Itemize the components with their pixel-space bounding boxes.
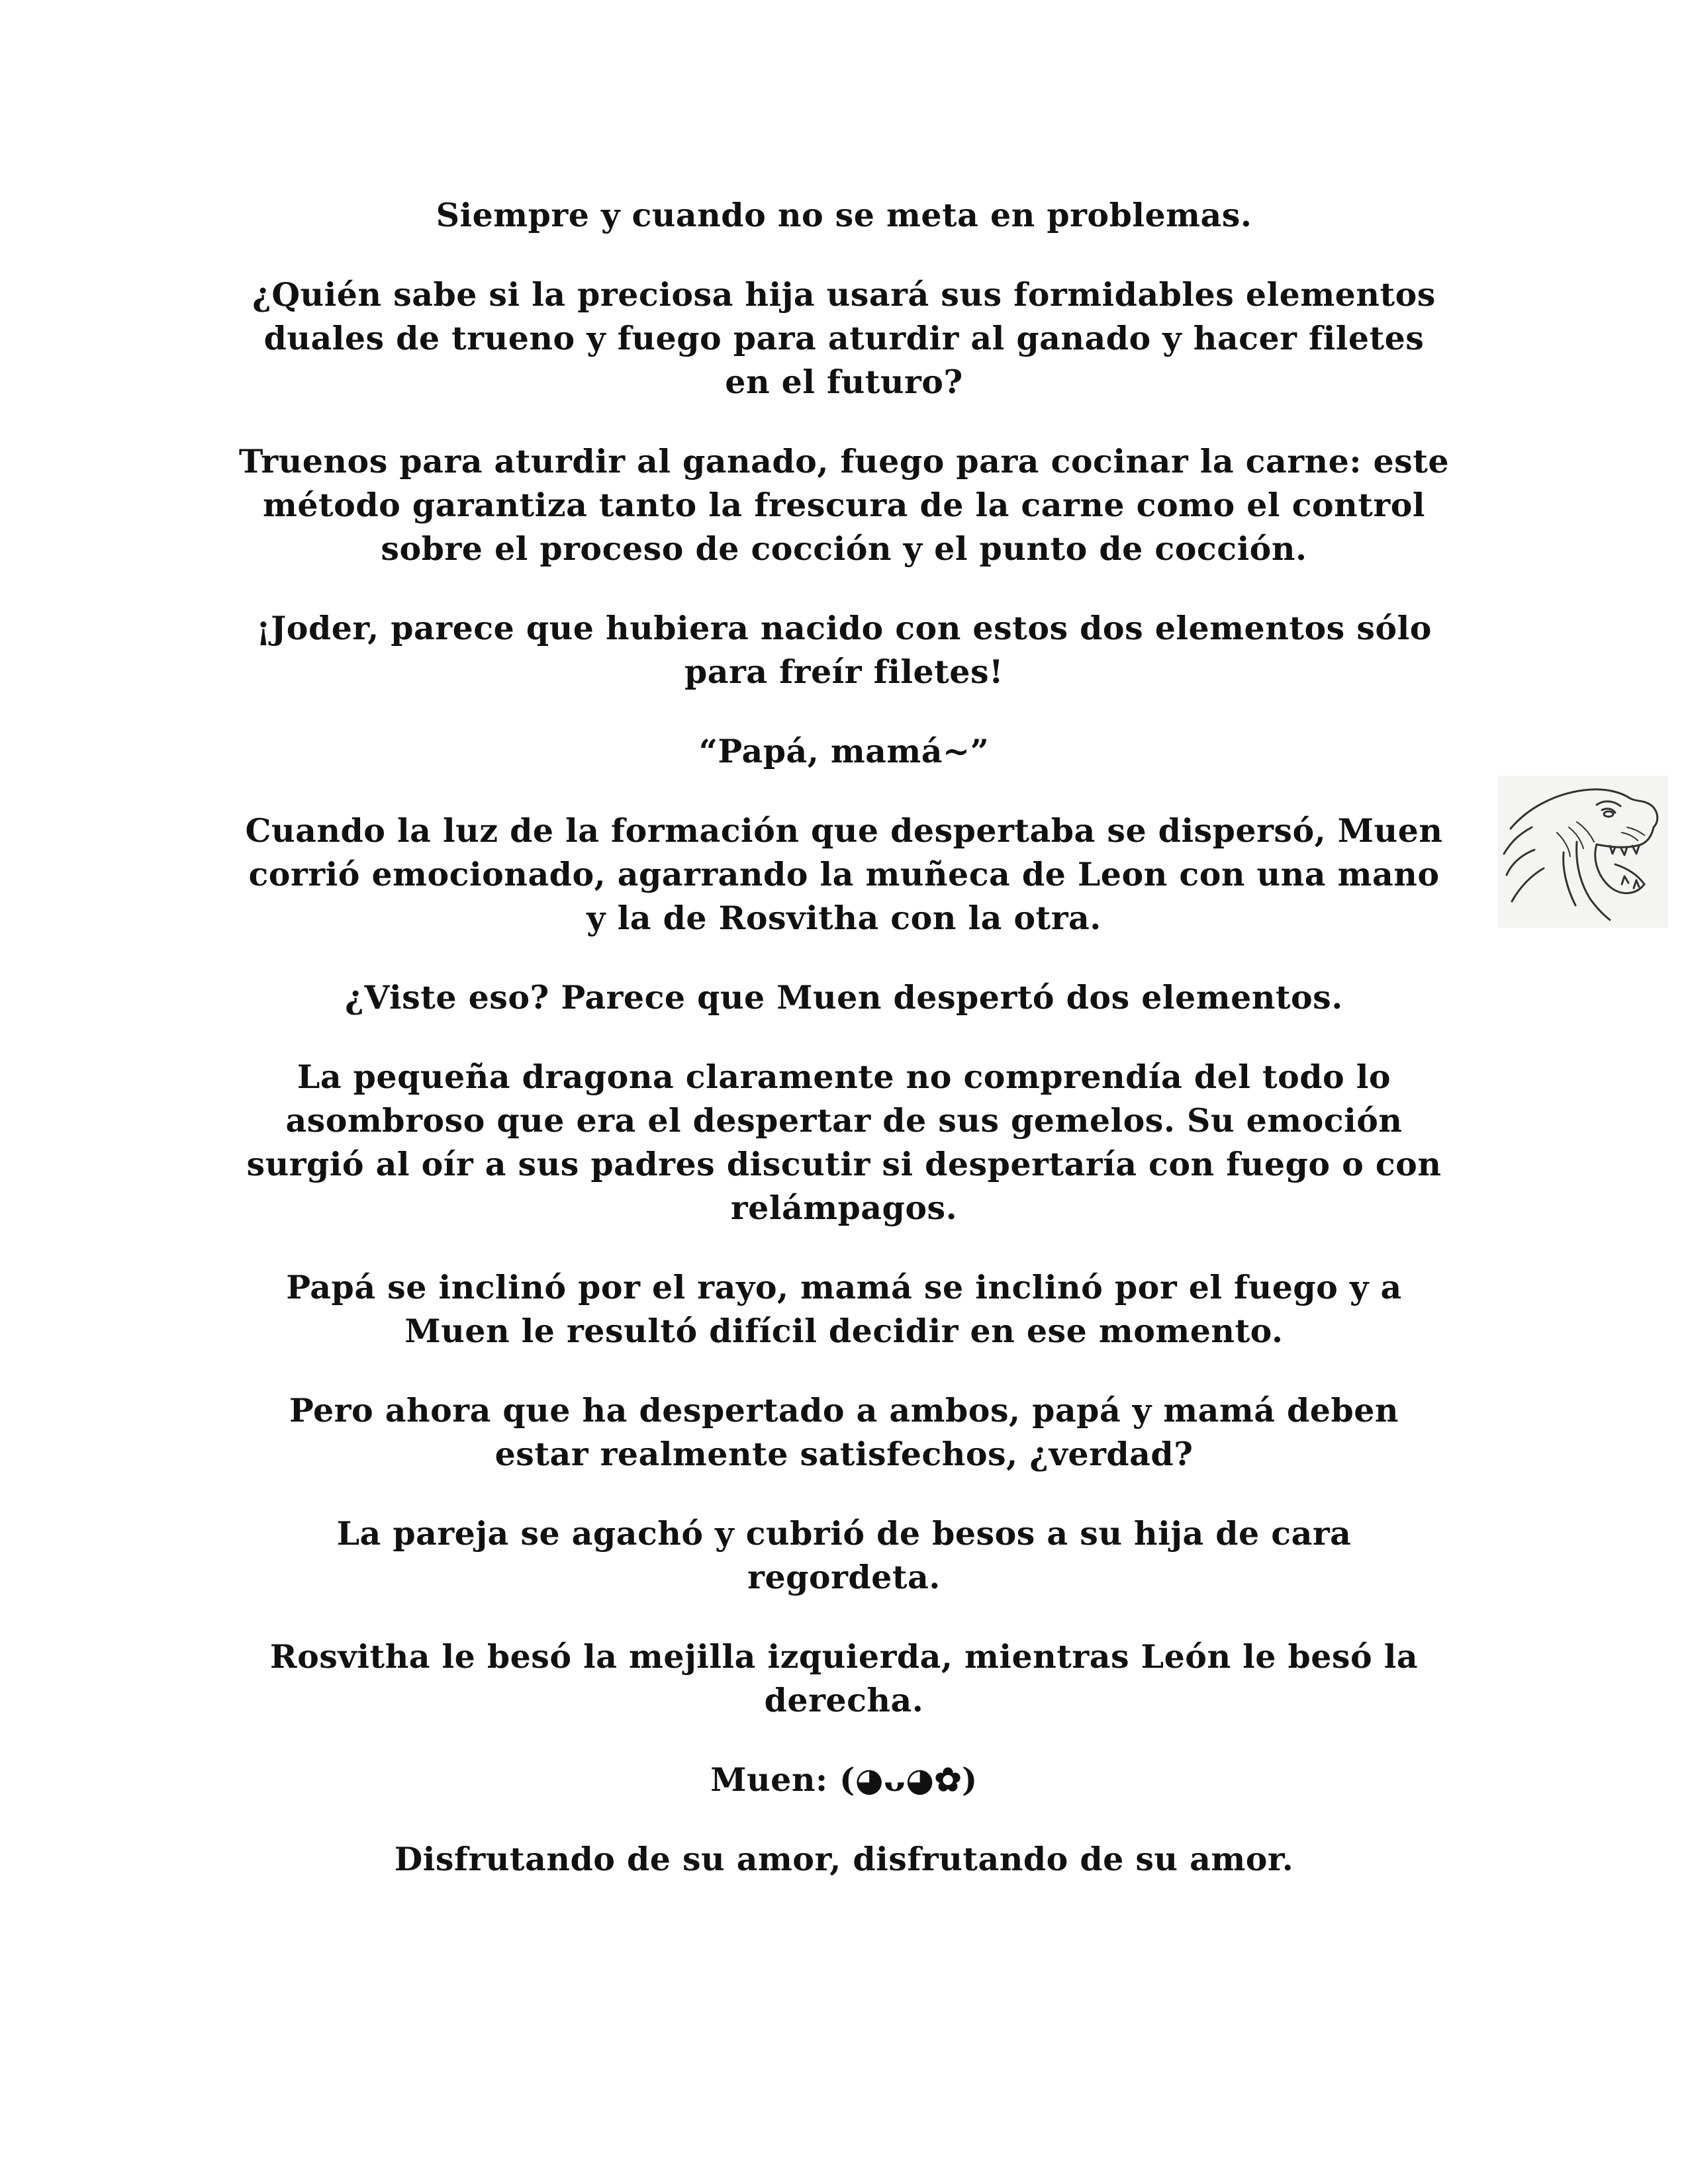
paragraph-13: Muen: (◕ᴗ◕✿) [710, 1760, 978, 1799]
paragraph-6: Cuando la luz de la formación que despertaba se dispersó, Muen corrió emocionado, agarrando la muñeca de Leon con una mano y la de Rosvitha con la otra. [245, 811, 1443, 937]
paragraph-7: ¿Viste eso? Parece que Muen despertó dos elementos. [345, 978, 1343, 1017]
story-text [238, 193, 1450, 1917]
paragraph-2: ¿Quién sabe si la preciosa hija usará sus formidables elementos duales de trueno y fuego para aturdir al ganado y hacer filetes en el futuro? [252, 275, 1436, 401]
paragraph-11: La pareja se agachó y cubrió de besos a su hija de cara regordeta. [336, 1514, 1352, 1596]
paragraph-4: ¡Joder, parece que hubiera nacido con estos dos elementos sólo para freír filetes! [256, 609, 1432, 691]
paragraph-8: La pequeña dragona claramente no comprendía del todo lo asombroso que era el despertar de sus gemelos. Su emoción surgió al oír a sus padres discutir si despertaría con fuego o con relámpagos. [246, 1058, 1442, 1227]
paragraph-14: Disfrutando de su amor, disfrutando de su amor. [394, 1840, 1294, 1878]
dinosaur-sketch-icon [1497, 776, 1668, 928]
paragraph-12: Rosvitha le besó la mejilla izquierda, mientras León le besó la derecha. [269, 1637, 1419, 1719]
paragraph-5: “Papá, mamá~” [698, 732, 990, 770]
paragraph-1: Siempre y cuando no se meta en problemas. [436, 196, 1252, 234]
paragraph-10: Pero ahora que ha despertado a ambos, papá y mamá deben estar realmente satisfechos, ¿verdad? [289, 1391, 1399, 1473]
paragraph-3: Truenos para aturdir al ganado, fuego para cocinar la carne: este método garantiza tanto la frescura de la carne como el control sobre el proceso de cocción y el punto de cocción. [238, 442, 1450, 568]
paragraph-9: Papá se inclinó por el rayo, mamá se inclinó por el fuego y a Muen le resultó difícil decidir en ese momento. [286, 1268, 1402, 1350]
